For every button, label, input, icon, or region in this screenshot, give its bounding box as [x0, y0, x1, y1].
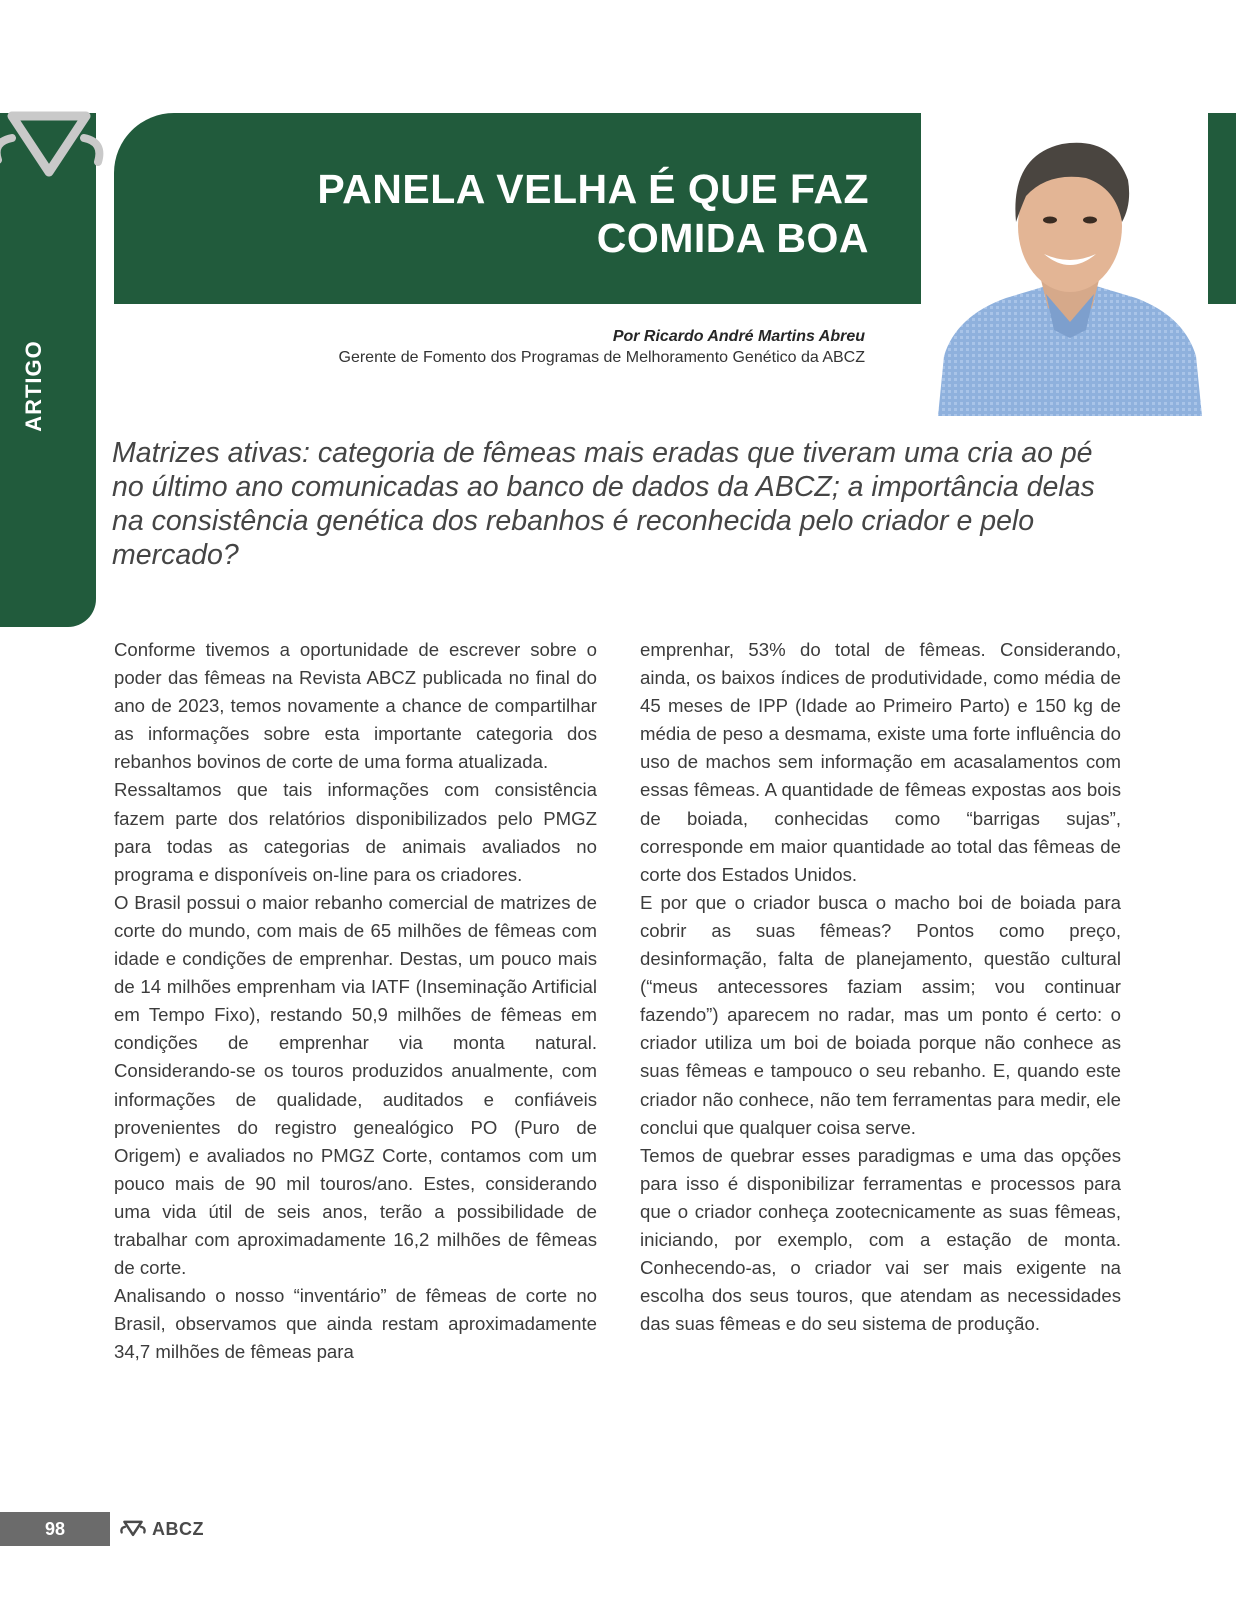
title-line-2: COMIDA BOA [596, 215, 869, 261]
abcz-logo-icon [0, 108, 104, 186]
body-column-left [114, 636, 597, 1366]
byline [339, 326, 866, 368]
author-role: Gerente de Fomento dos Programas de Melhoramento Genético da ABCZ [338, 349, 865, 366]
article-title [189, 165, 869, 263]
body-paragraph: Ressaltamos que tais informações com consistência fazem parte dos relatórios disponibilizados pelo PMGZ para todas as categorias de animais avaliados no programa e disponíveis on-line para os criadores. [114, 779, 597, 885]
body-paragraph: Temos de quebrar esses paradigmas e uma das opções para isso é disponibilizar ferramentas e processos para que o criador conheça zootecnicamente as suas fêmeas, iniciando, por exemplo, com a estação de monta. Conhecendo-as, o criador vai ser mais exigente na escolha dos seus touros, que atendam as necessidades das suas fêmeas e do seu sistema de produção. [640, 1144, 1121, 1335]
abcz-logo-icon [118, 1520, 148, 1538]
footer-brand-text: ABCZ [152, 1518, 204, 1539]
author-name: Por Ricardo André Martins Abreu [612, 328, 865, 345]
body-paragraph: O Brasil possui o maior rebanho comercial de matrizes de corte do mundo, com mais de 65 milhões de fêmeas com idade e condições de emprenhar. Destas, um pouco mais de 14 milhões emprenham via IATF (Inseminação Artificial em Tempo Fixo), restando 50,9 milhões de fêmeas em condições de emprenhar via monta natural. Considerando-se os touros produzidos anualmente, com informações de qualidade, auditados e confiáveis provenientes do registro genealógico PO (Puro de Origem) e avaliados no PMGZ Corte, contamos com um pouco mais de 90 mil touros/ano. Estes, considerando uma vida útil de seis anos, terão a possibilidade de trabalhar com aproximadamente 16,2 milhões de fêmeas de corte. [114, 891, 597, 1279]
footer-brand [118, 1512, 204, 1546]
body-paragraph: Analisando o nosso “inventário” de fêmeas de corte no Brasil, observamos que ainda restam aproximadamente 34,7 milhões de fêmeas para [114, 1285, 597, 1363]
title-box [114, 113, 921, 304]
right-tab [1208, 113, 1236, 304]
lead-paragraph: Matrizes ativas: categoria de fêmeas mais eradas que tiveram uma cria ao pé no último ano comunicadas ao banco de dados da ABCZ; a importância delas na consistência genética dos rebanhos é reconhecida pelo criador e pelo mercado? [112, 437, 1095, 571]
body-paragraph: emprenhar, 53% do total de fêmeas. Considerando, ainda, os baixos índices de produtividade, como média de 45 meses de IPP (Idade ao Primeiro Parto) e 150 kg de média de peso a desmama, existe uma forte influência do uso de machos sem informação em acasalamentos com essas fêmeas. A quantidade de fêmeas expostas aos bois de boiada, conhecidas como “barrigas sujas”, corresponde em maior quantidade ao total das fêmeas de corte dos Estados Unidos. [640, 639, 1121, 885]
author-portrait-photo [936, 126, 1204, 416]
body-paragraph: Conforme tivemos a oportunidade de escrever sobre o poder das fêmeas na Revista ABCZ publicada no final do ano de 2023, temos novamente a chance de compartilhar as informações sobre esta importante categoria dos rebanhos bovinos de corte de uma forma atualizada. [114, 639, 597, 773]
section-label: ARTIGO [21, 340, 46, 432]
body-column-right [640, 636, 1121, 1338]
page-number: 98 [0, 1512, 110, 1546]
body-paragraph: E por que o criador busca o macho boi de boiada para cobrir as suas fêmeas? Pontos como preço, desinformação, falta de planejamento, questão cultural (“meus antecessores faziam assim; vou continuar fazendo”) aparecem no radar, mas um ponto é certo: o criador utiliza um boi de boiada porque não conhece as suas fêmeas e tampouco o seu rebanho. E, quando este criador não conhece, não tem ferramentas para medir, ele conclui que qualquer coisa serve. [640, 891, 1121, 1138]
title-line-1: PANELA VELHA É QUE FAZ [317, 166, 869, 212]
